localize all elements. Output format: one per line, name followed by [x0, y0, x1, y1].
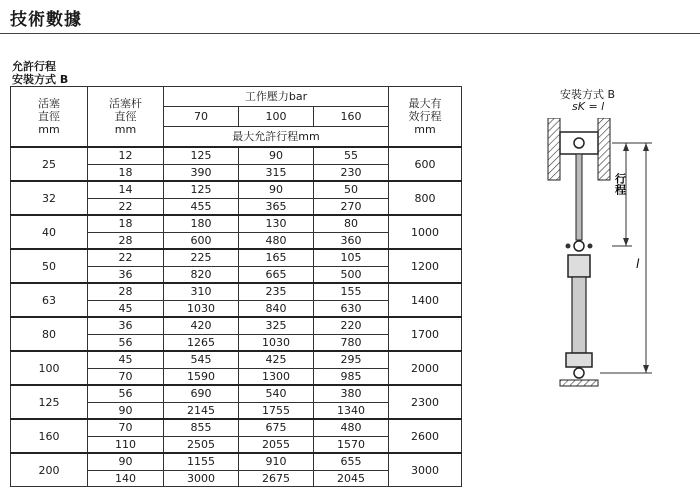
rod-diameter-cell: 12 [88, 147, 164, 164]
rod-diameter-cell: 90 [88, 402, 164, 419]
table-row [11, 317, 462, 334]
stroke-160bar-cell: 2045 [314, 470, 389, 487]
top-wall-left [548, 118, 560, 180]
stroke-100bar-cell: 840 [239, 300, 314, 317]
header-working-pressure: 工作壓力bar [164, 87, 389, 107]
piston-diameter-cell: 63 [11, 283, 88, 317]
stroke-160bar-cell: 780 [314, 334, 389, 351]
stroke-70bar-cell: 855 [164, 419, 239, 436]
table-row [11, 385, 462, 402]
header-rod-diameter: 活塞杆 直徑 mm [88, 87, 164, 148]
rod-diameter-cell: 70 [88, 368, 164, 385]
stroke-70bar-cell: 1030 [164, 300, 239, 317]
rod-diameter-cell: 140 [88, 470, 164, 487]
stroke-160bar-cell: 1570 [314, 436, 389, 453]
stroke-160bar-cell: 1340 [314, 402, 389, 419]
piston-diameter-cell: 200 [11, 453, 88, 487]
page-title: 技術數據 [10, 10, 82, 30]
length-label: l [636, 257, 640, 271]
stroke-160bar-cell: 105 [314, 249, 389, 266]
rod-diameter-cell: 22 [88, 249, 164, 266]
stroke-70bar-cell: 2505 [164, 436, 239, 453]
stroke-100bar-cell: 165 [239, 249, 314, 266]
rod-diameter-cell: 110 [88, 436, 164, 453]
stroke-100bar-cell: 130 [239, 215, 314, 232]
table-row [11, 147, 462, 164]
table-row [11, 283, 462, 300]
stroke-100bar-cell: 2055 [239, 436, 314, 453]
stroke-160bar-cell: 985 [314, 368, 389, 385]
stroke-70bar-cell: 690 [164, 385, 239, 402]
rod-diameter-cell: 28 [88, 232, 164, 249]
header-pressure-70: 70 [164, 107, 239, 127]
stroke-70bar-cell: 2145 [164, 402, 239, 419]
stroke-70bar-cell: 180 [164, 215, 239, 232]
length-arrow-top [643, 143, 649, 151]
stroke-70bar-cell: 125 [164, 181, 239, 198]
stroke-70bar-cell: 1265 [164, 334, 239, 351]
max-effective-stroke-cell: 2000 [389, 351, 462, 385]
rod-diameter-cell: 14 [88, 181, 164, 198]
stroke-100bar-cell: 665 [239, 266, 314, 283]
stroke-160bar-cell: 655 [314, 453, 389, 470]
rod-diameter-cell: 22 [88, 198, 164, 215]
header-max-allowable-stroke: 最大允許行程mm [164, 127, 389, 148]
rod-diameter-cell: 18 [88, 215, 164, 232]
max-effective-stroke-cell: 2300 [389, 385, 462, 419]
stroke-160bar-cell: 80 [314, 215, 389, 232]
table-row [11, 181, 462, 198]
piston-diameter-cell: 32 [11, 181, 88, 215]
buckling-length-formula: sK = l [572, 100, 605, 113]
stroke-100bar-cell: 1300 [239, 368, 314, 385]
stroke-160bar-cell: 220 [314, 317, 389, 334]
piston-diameter-cell: 80 [11, 317, 88, 351]
top-wall-right [598, 118, 610, 180]
stroke-100bar-cell: 480 [239, 232, 314, 249]
table-body [11, 147, 462, 487]
max-effective-stroke-cell: 600 [389, 147, 462, 181]
stroke-160bar-cell: 295 [314, 351, 389, 368]
cylinder-base [566, 353, 592, 367]
rod-diameter-cell: 18 [88, 164, 164, 181]
table-row [11, 215, 462, 232]
stroke-100bar-cell: 90 [239, 147, 314, 164]
stroke-70bar-cell: 820 [164, 266, 239, 283]
piston-diameter-cell: 100 [11, 351, 88, 385]
stroke-100bar-cell: 365 [239, 198, 314, 215]
rod-diameter-cell: 70 [88, 419, 164, 436]
stroke-100bar-cell: 315 [239, 164, 314, 181]
stroke-label: 行程 [613, 173, 627, 195]
stroke-70bar-cell: 225 [164, 249, 239, 266]
stroke-70bar-cell: 390 [164, 164, 239, 181]
rod-diameter-cell: 36 [88, 317, 164, 334]
max-effective-stroke-cell: 1000 [389, 215, 462, 249]
max-effective-stroke-cell: 2600 [389, 419, 462, 453]
stroke-100bar-cell: 1755 [239, 402, 314, 419]
table-row [11, 351, 462, 368]
stroke-arrow-top [623, 143, 629, 151]
max-effective-stroke-cell: 800 [389, 181, 462, 215]
stroke-160bar-cell: 155 [314, 283, 389, 300]
stroke-160bar-cell: 55 [314, 147, 389, 164]
table-row [11, 249, 462, 266]
rod-eye-bolt-left [566, 244, 571, 249]
cylinder-barrel [572, 277, 586, 353]
diagram-caption: 安裝方式 B [560, 88, 616, 101]
stroke-100bar-cell: 2675 [239, 470, 314, 487]
piston-diameter-cell: 160 [11, 419, 88, 453]
stroke-arrow-bottom [623, 238, 629, 246]
max-effective-stroke-cell: 1700 [389, 317, 462, 351]
stroke-70bar-cell: 600 [164, 232, 239, 249]
rod-diameter-cell: 36 [88, 266, 164, 283]
length-arrow-bottom [643, 365, 649, 373]
header-max-effective-stroke: 最大有 效行程 mm [389, 87, 462, 148]
stroke-spec-table [10, 86, 462, 487]
max-effective-stroke-cell: 1200 [389, 249, 462, 283]
table-row [11, 419, 462, 436]
stroke-70bar-cell: 545 [164, 351, 239, 368]
stroke-100bar-cell: 540 [239, 385, 314, 402]
max-effective-stroke-cell: 1400 [389, 283, 462, 317]
bottom-ground [560, 380, 598, 386]
stroke-100bar-cell: 425 [239, 351, 314, 368]
rod-diameter-cell: 56 [88, 385, 164, 402]
stroke-100bar-cell: 910 [239, 453, 314, 470]
table-row [11, 453, 462, 470]
stroke-100bar-cell: 1030 [239, 334, 314, 351]
stroke-160bar-cell: 360 [314, 232, 389, 249]
stroke-160bar-cell: 270 [314, 198, 389, 215]
subtitle-allowable-stroke: 允許行程 [12, 60, 56, 73]
stroke-100bar-cell: 325 [239, 317, 314, 334]
piston-rod [576, 154, 582, 240]
cylinder-mounting-diagram [540, 118, 670, 388]
stroke-70bar-cell: 1155 [164, 453, 239, 470]
rod-diameter-cell: 56 [88, 334, 164, 351]
stroke-70bar-cell: 125 [164, 147, 239, 164]
header-pressure-160: 160 [314, 107, 389, 127]
stroke-70bar-cell: 1590 [164, 368, 239, 385]
stroke-70bar-cell: 420 [164, 317, 239, 334]
stroke-160bar-cell: 480 [314, 419, 389, 436]
rod-eye-bolt-right [588, 244, 593, 249]
title-divider [0, 33, 700, 34]
stroke-100bar-cell: 675 [239, 419, 314, 436]
piston-diameter-cell: 125 [11, 385, 88, 419]
rod-diameter-cell: 45 [88, 300, 164, 317]
stroke-160bar-cell: 380 [314, 385, 389, 402]
stroke-70bar-cell: 3000 [164, 470, 239, 487]
header-piston-diameter: 活塞 直徑 mm [11, 87, 88, 148]
max-effective-stroke-cell: 3000 [389, 453, 462, 487]
rod-eye [574, 241, 584, 251]
subtitle-mounting-type: 安裝方式 B [12, 73, 69, 86]
stroke-70bar-cell: 455 [164, 198, 239, 215]
rod-diameter-cell: 28 [88, 283, 164, 300]
cylinder-head [568, 255, 590, 277]
stroke-100bar-cell: 90 [239, 181, 314, 198]
piston-diameter-cell: 50 [11, 249, 88, 283]
stroke-100bar-cell: 235 [239, 283, 314, 300]
rod-diameter-cell: 90 [88, 453, 164, 470]
rod-diameter-cell: 45 [88, 351, 164, 368]
piston-diameter-cell: 25 [11, 147, 88, 181]
stroke-160bar-cell: 230 [314, 164, 389, 181]
header-pressure-100: 100 [239, 107, 314, 127]
bottom-pivot-pin [574, 368, 584, 378]
stroke-160bar-cell: 500 [314, 266, 389, 283]
piston-diameter-cell: 40 [11, 215, 88, 249]
stroke-70bar-cell: 310 [164, 283, 239, 300]
stroke-160bar-cell: 630 [314, 300, 389, 317]
stroke-160bar-cell: 50 [314, 181, 389, 198]
top-pivot-pin [574, 138, 584, 148]
